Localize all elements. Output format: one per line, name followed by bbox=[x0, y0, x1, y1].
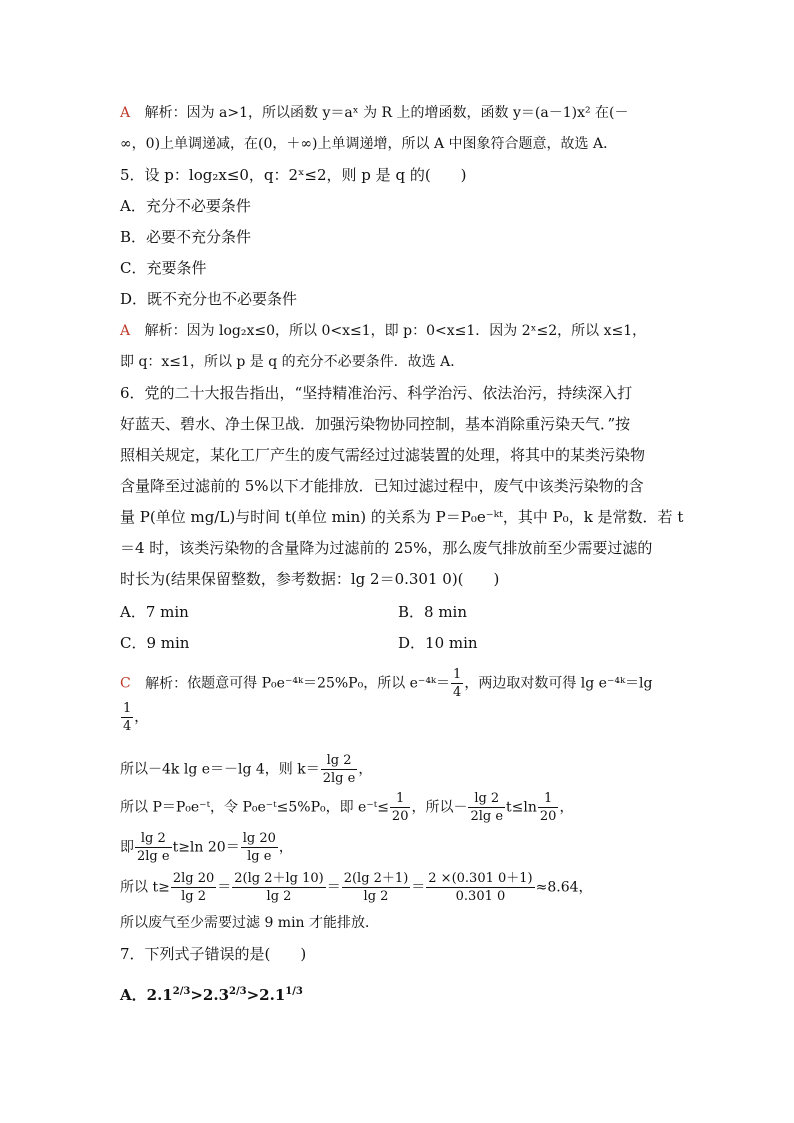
fraction bbox=[241, 830, 278, 865]
numerator: lg 20 bbox=[242, 831, 276, 846]
denominator: lg 2 bbox=[363, 889, 389, 904]
denominator: 0.301 0 bbox=[455, 889, 506, 904]
denominator: 2lg e bbox=[322, 771, 356, 786]
numerator: 2(lg 2＋lg 10) bbox=[234, 871, 324, 886]
q6-stem-line-6: ＝4 时，该类污染物的含量降为过滤前的 25%，那么废气排放前至少需要过滤的 bbox=[120, 539, 653, 557]
answer-letter: C bbox=[120, 675, 131, 692]
q5-solution-line-1 bbox=[120, 321, 646, 341]
numerator: lg 2 bbox=[468, 790, 505, 808]
q6-stem-line-1: 6．党的二十大报告指出，“坚持精准治污、科学治污、依法治污，持续深入打 bbox=[120, 384, 633, 402]
equals-sign: ＝ bbox=[326, 879, 341, 896]
solution-text: 因为 a>1，所以函数 y＝aˣ 为 R 上的增函数，函数 y＝(a－1)x² 在(－ bbox=[186, 105, 629, 121]
equals-sign: ＝ bbox=[217, 879, 232, 896]
q6-solution-line-1 bbox=[120, 666, 653, 701]
fraction bbox=[451, 666, 463, 701]
numerator: 2 ×(0.301 0＋1) bbox=[428, 871, 533, 886]
q6-solution-line-5 bbox=[120, 830, 293, 865]
numerator: 1 bbox=[123, 701, 132, 716]
solution-text: 所以 P＝P₀e⁻ᵗ，令 P₀e⁻ᵗ≤5%P₀，即 e⁻ᵗ≤ bbox=[120, 799, 389, 816]
q5-option-a: A．充分不必要条件 bbox=[120, 197, 251, 215]
denominator: 2lg e bbox=[470, 809, 504, 824]
fraction bbox=[321, 752, 358, 787]
q4-solution-line-1 bbox=[120, 103, 629, 123]
q6-solution-line-7: 所以废气至少需要过滤 9 min 才能排放． bbox=[120, 915, 380, 931]
q5-option-c: C．充要条件 bbox=[120, 259, 207, 277]
fraction bbox=[232, 870, 325, 905]
q5-option-d: D．既不充分也不必要条件 bbox=[120, 290, 298, 308]
q6-stem-line-3: 照相关规定，某化工厂产生的废气需经过过滤装置的处理，将其中的某类污染物 bbox=[120, 446, 646, 464]
power-exponent: 2/3 bbox=[172, 986, 191, 997]
fraction bbox=[121, 700, 133, 735]
numerator: 1 bbox=[390, 790, 411, 808]
numerator: lg 2 bbox=[135, 830, 172, 848]
solution-text: 即 bbox=[120, 839, 134, 856]
q6-stem-line-4: 含量降至过滤前的 5%以下才能排放．已知过滤过程中，废气中该类污染物的含 bbox=[120, 477, 644, 495]
denominator: lg 2 bbox=[266, 889, 292, 904]
q6-solution-line-6 bbox=[120, 870, 593, 905]
denominator: 2lg e bbox=[137, 849, 170, 864]
numerator: 1 bbox=[453, 667, 462, 682]
q6-stem-line-2: 好蓝天、碧水、净土保卫战．加强污染物协同控制，基本消除重污染天气．”按 bbox=[120, 415, 631, 433]
solution-text: t≥ln 20＝ bbox=[172, 839, 240, 856]
power-base: 2.1 bbox=[146, 986, 173, 1004]
solution-text: 依题意可得 P₀e⁻⁴ᵏ＝25%P₀，所以 e⁻⁴ᵏ＝ bbox=[187, 675, 451, 692]
q6-stem-line-5: 量 P(单位 mg/L)与时间 t(单位 min) 的关系为 P＝P₀e⁻ᵏᵗ，其中 P₀，k 是常数．若 t bbox=[120, 508, 684, 526]
solution-text: ， bbox=[559, 799, 574, 816]
fraction bbox=[342, 870, 411, 905]
denominator: 20 bbox=[539, 809, 557, 824]
solution-label: 解析： bbox=[144, 323, 187, 339]
power-exponent: 2/3 bbox=[229, 986, 247, 997]
q6-stem-line-7: 时长为(结果保留整数，参考数据：lg 2＝0.301 0)( ) bbox=[120, 570, 500, 588]
answer-letter: A bbox=[120, 105, 131, 121]
q6-option-d: D．10 min bbox=[398, 634, 478, 652]
q6-solution-line-4 bbox=[120, 790, 573, 825]
numerator: 2lg 20 bbox=[172, 871, 215, 886]
q6-option-b: B．8 min bbox=[398, 603, 468, 621]
solution-text: t≤ln bbox=[506, 799, 537, 816]
denominator: 20 bbox=[391, 809, 409, 824]
solution-text: 所以－4k lg e＝－lg 4，则 k＝ bbox=[120, 761, 320, 778]
q6-solution-line-3 bbox=[120, 752, 372, 787]
numerator: 2(lg 2＋1) bbox=[343, 871, 409, 886]
solution-text: 因为 log₂x≤0，所以 0<x≤1，即 p：0<x≤1．因为 2ˣ≤2，所以 x≤1， bbox=[186, 323, 647, 339]
q7-option-a bbox=[120, 985, 303, 1005]
option-label: A． bbox=[120, 986, 147, 1004]
answer-letter: A bbox=[120, 323, 131, 339]
solution-text: ， bbox=[358, 761, 373, 778]
solution-text: 所以 t≥ bbox=[120, 879, 170, 896]
power-base: 2.1 bbox=[259, 986, 286, 1004]
denominator: lg e bbox=[247, 849, 272, 864]
fraction bbox=[468, 790, 505, 825]
q4-solution-line-2: ∞，0)上单调递减，在(0，＋∞)上单调递增，所以 A 中图象符合题意，故选 A． bbox=[120, 136, 618, 152]
q7-stem: 7．下列式子错误的是( ) bbox=[120, 945, 307, 963]
power-base: 2.3 bbox=[202, 986, 230, 1004]
q5-solution-line-2: 即 q：x≤1，所以 p 是 q 的充分不必要条件．故选 A． bbox=[120, 354, 465, 370]
q6-solution-line-2 bbox=[120, 700, 148, 735]
q5-option-b: B．必要不充分条件 bbox=[120, 228, 252, 246]
q6-option-a: A．7 min bbox=[120, 603, 189, 621]
equals-sign: ＝ bbox=[411, 879, 426, 896]
denominator: lg 2 bbox=[181, 889, 206, 904]
power-exponent: 1/3 bbox=[285, 986, 303, 997]
denominator: 4 bbox=[123, 719, 132, 734]
solution-text: ，两边取对数可得 lg e⁻⁴ᵏ＝lg bbox=[464, 675, 653, 692]
q6-option-c: C．9 min bbox=[120, 634, 190, 652]
fraction bbox=[538, 790, 559, 825]
solution-label: 解析： bbox=[145, 675, 188, 692]
denominator: 4 bbox=[453, 685, 462, 700]
greater-than: > bbox=[246, 986, 260, 1004]
solution-text: ≈8.64， bbox=[535, 879, 593, 896]
fraction bbox=[390, 790, 411, 825]
fraction bbox=[135, 830, 172, 865]
solution-label: 解析： bbox=[144, 105, 187, 121]
greater-than: > bbox=[190, 986, 203, 1004]
q5-stem: 5．设 p：log₂x≤0，q：2ˣ≤2，则 p 是 q 的( ) bbox=[120, 166, 467, 184]
numerator: 1 bbox=[538, 790, 559, 808]
fraction bbox=[426, 870, 534, 905]
numerator: lg 2 bbox=[321, 752, 358, 770]
fraction bbox=[171, 870, 216, 905]
solution-text: ， bbox=[134, 709, 149, 726]
solution-text: ，所以－ bbox=[411, 799, 468, 816]
solution-text: ， bbox=[278, 839, 293, 856]
